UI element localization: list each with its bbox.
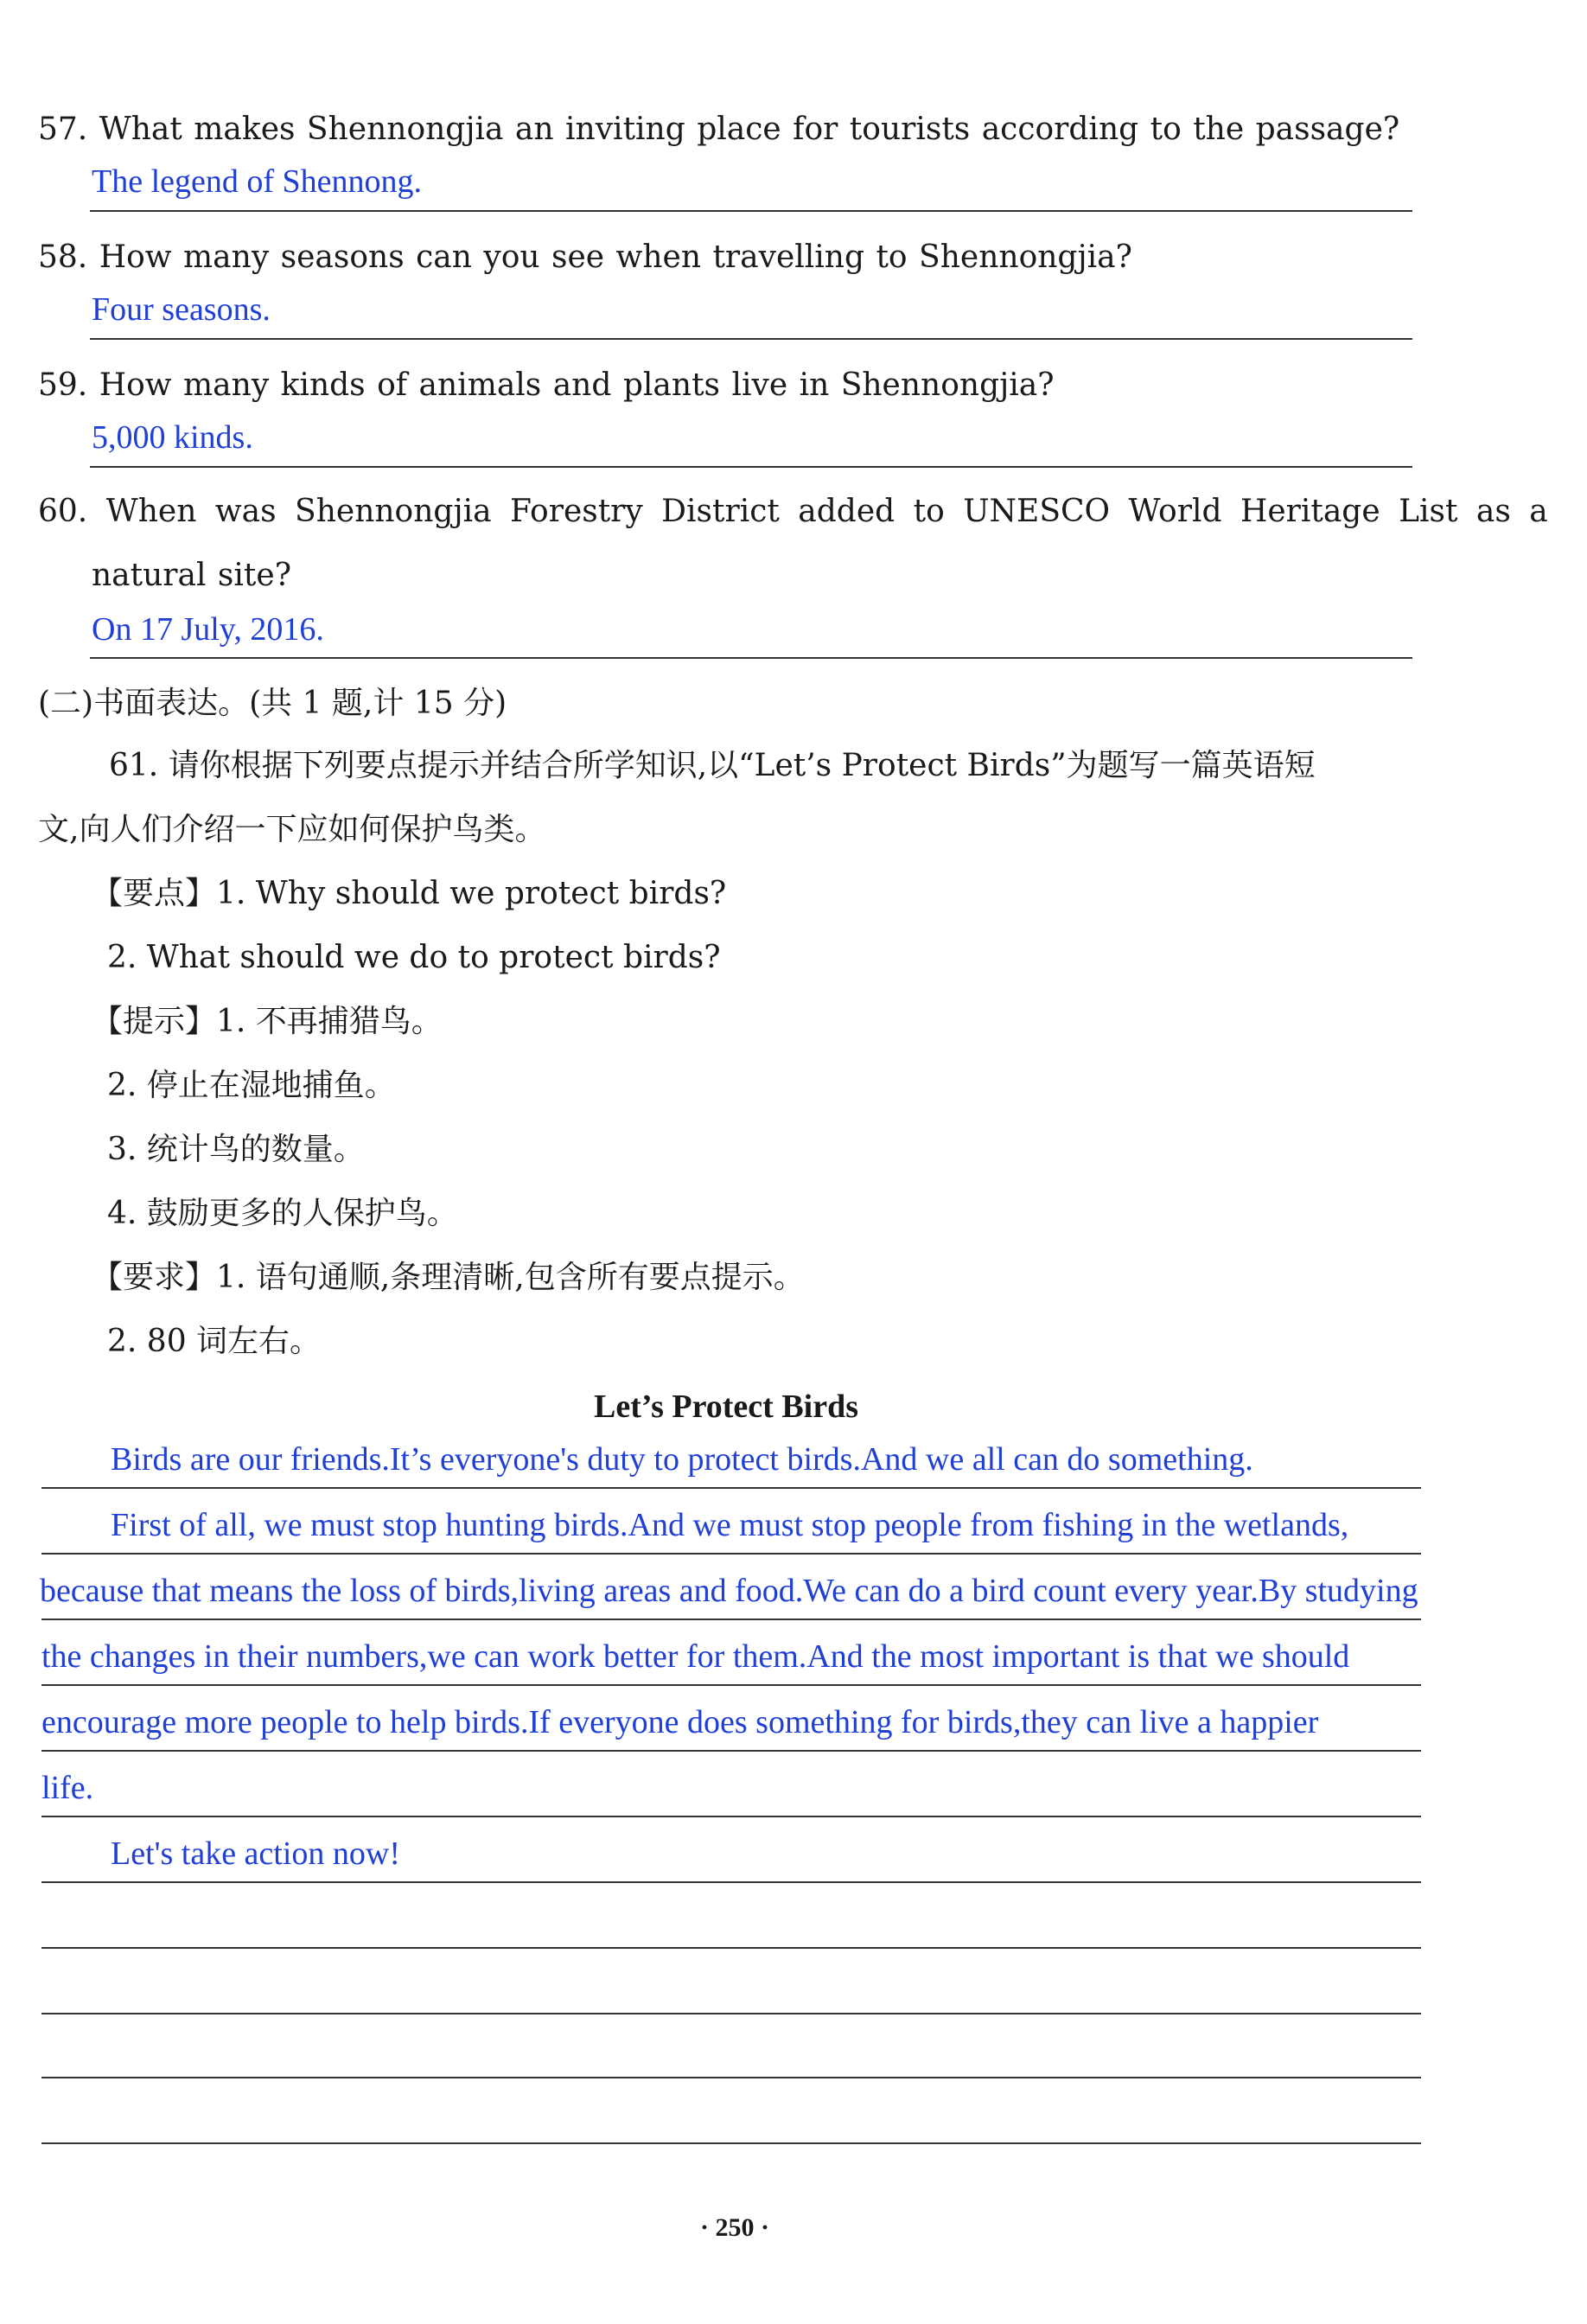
question-text: When was Shennongjia Forestry District added to UNESCO World Heritage List as a xyxy=(105,494,1548,529)
hints-item-2: 2. 停止在湿地捕鱼。 xyxy=(107,1068,396,1103)
question-text: How many seasons can you see when travelling to Shennongjia? xyxy=(99,239,1132,275)
page-number: · 250 · xyxy=(699,2213,769,2242)
essay-line-1: Birds are our friends.It’s everyone's duty to protect birds.And we all can do something. xyxy=(111,1441,1253,1478)
writing-line xyxy=(41,1487,1421,1489)
answer-57: The legend of Shennong. xyxy=(92,163,423,200)
hints-label: 【提示】 xyxy=(92,1004,217,1039)
hints-item-1: 【提示】1. 不再捕猎鸟。 xyxy=(92,1004,443,1039)
writing-line xyxy=(41,1684,1421,1686)
question-60 xyxy=(38,493,1548,531)
question-58 xyxy=(38,239,1132,277)
requirements-item-1: 【要求】1. 语句通顺,条理清晰,包含所有要点提示。 xyxy=(92,1260,805,1295)
points-item-1: 【要点】1. Why should we protect birds? xyxy=(92,876,727,911)
essay-line-6: life. xyxy=(41,1770,94,1806)
answer-58: Four seasons. xyxy=(92,291,271,328)
essay-line-2: First of all, we must stop hunting birds.And we must stop people from fishing in the wetlands, xyxy=(111,1507,1349,1543)
question-57 xyxy=(38,111,1399,149)
writing-line xyxy=(41,1618,1421,1620)
essay-title: Let’s Protect Birds xyxy=(593,1389,859,1425)
essay-line-7: Let's take action now! xyxy=(111,1836,401,1872)
writing-line xyxy=(41,1750,1421,1752)
question-number: 59. xyxy=(38,367,88,403)
writing-prompt-continued: 文,向人们介绍一下应如何保护鸟类。 xyxy=(38,812,546,847)
answer-60: On 17 July, 2016. xyxy=(92,611,324,648)
answer-line xyxy=(90,466,1412,468)
requirements-label: 【要求】 xyxy=(92,1260,217,1295)
answer-line xyxy=(90,338,1412,340)
essay-line-4: the changes in their numbers,we can work better for them.And the most important is that we should xyxy=(41,1638,1350,1675)
essay-line-5: encourage more people to help birds.If everyone does something for birds,they can live a happier xyxy=(41,1704,1319,1740)
hints-item-4: 4. 鼓励更多的人保护鸟。 xyxy=(107,1196,458,1231)
writing-line xyxy=(41,1553,1421,1555)
writing-line xyxy=(41,2077,1421,2078)
section-heading: (二)书面表达。(共 1 题,计 15 分) xyxy=(38,686,507,721)
points-label: 【要点】 xyxy=(92,876,217,911)
answer-line xyxy=(90,657,1412,659)
answer-59: 5,000 kinds. xyxy=(92,419,253,456)
requirements-item-2: 2. 80 词左右。 xyxy=(107,1324,322,1359)
writing-line xyxy=(41,1816,1421,1817)
writing-line xyxy=(41,2013,1421,2014)
writing-line xyxy=(41,1947,1421,1949)
question-number: 57. xyxy=(38,112,88,147)
hints-item-3: 3. 统计鸟的数量。 xyxy=(107,1132,365,1167)
question-text: How many kinds of animals and plants live in Shennongjia? xyxy=(99,367,1055,403)
writing-prompt: 61. 请你根据下列要点提示并结合所学知识,以“Let’s Protect Birds”为题写一篇英语短 xyxy=(109,748,1316,783)
question-number: 58. xyxy=(38,239,88,275)
question-text: What makes Shennongjia an inviting place for tourists according to the passage? xyxy=(99,112,1400,147)
writing-line xyxy=(41,1881,1421,1883)
question-number: 60. xyxy=(38,494,88,529)
writing-line xyxy=(41,2142,1421,2144)
answer-line xyxy=(90,210,1412,212)
points-item-2: 2. What should we do to protect birds? xyxy=(107,940,721,975)
question-59 xyxy=(38,367,1055,405)
essay-line-3: because that means the loss of birds,living areas and food.We can do a bird count every year.By studying xyxy=(40,1573,1418,1609)
question-60-continued: natural site? xyxy=(92,558,291,593)
